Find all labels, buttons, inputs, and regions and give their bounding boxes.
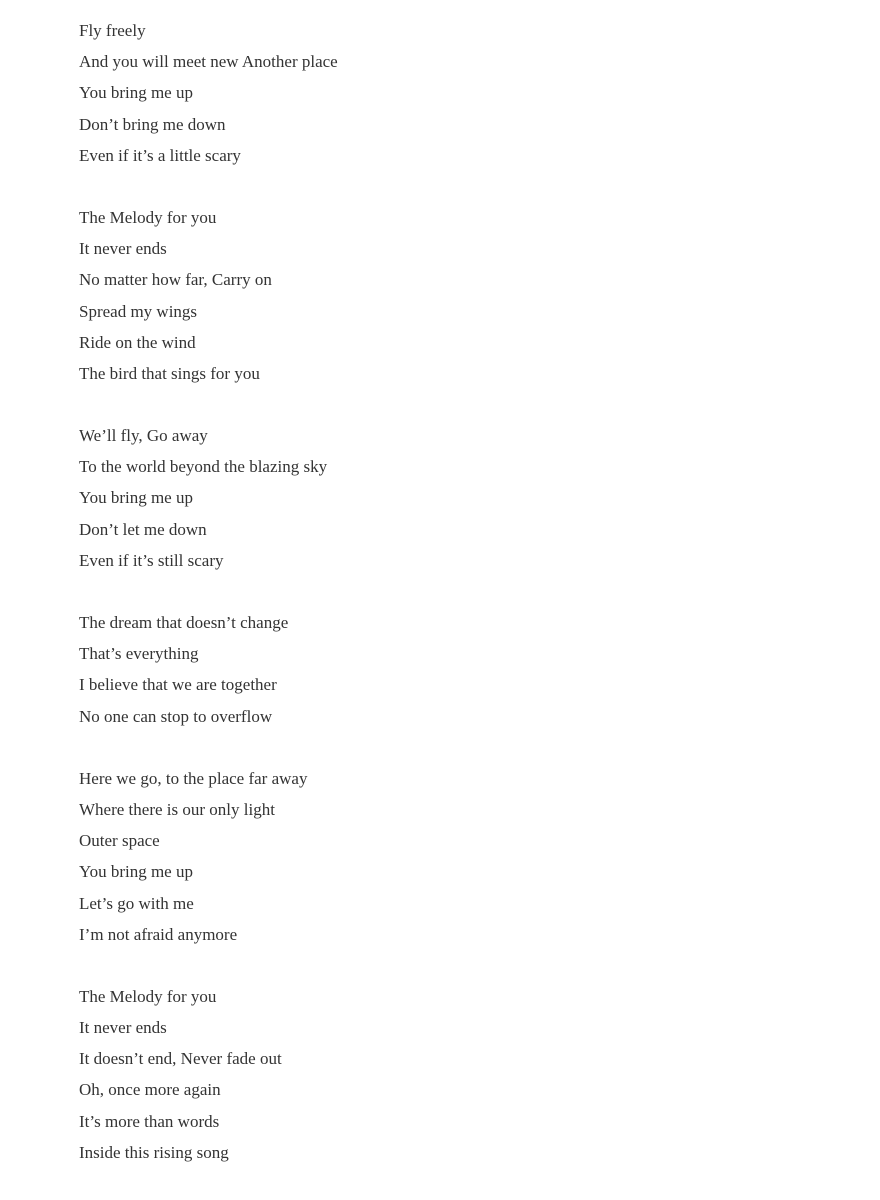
lyric-line: Spread my wings <box>79 301 198 321</box>
lyric-line: I believe that we are together <box>79 675 277 695</box>
stanza <box>79 202 859 389</box>
stanza <box>79 763 859 950</box>
lyric-line: The dream that doesn’t change <box>79 613 289 632</box>
lyric-line: Don’t bring me down <box>79 114 226 134</box>
lyric-line: The bird that sings for you <box>79 363 260 383</box>
stanza <box>79 15 859 171</box>
lyric-line: Don’t let me down <box>79 519 207 539</box>
lyric-line: And you will meet new Another place <box>79 52 338 72</box>
lyric-line: I’m not afraid anymore <box>79 924 238 944</box>
stanza <box>79 607 859 732</box>
stanza <box>79 981 859 1168</box>
lyric-line: No matter how far, Carry on <box>79 270 272 290</box>
lyric-line: To the world beyond the blazing sky <box>79 457 328 477</box>
lyric-line: It’s more than words <box>79 1111 220 1131</box>
lyric-line: Inside this rising song <box>79 1142 229 1162</box>
lyric-line: The Melody for you <box>79 986 217 1006</box>
lyric-line: No one can stop to overflow <box>79 706 273 726</box>
lyric-line: You bring me up <box>79 488 193 508</box>
lyric-line: Oh, once more again <box>79 1080 221 1100</box>
lyric-line: Ride on the wind <box>79 332 196 352</box>
lyric-line: We’ll fly, Go away <box>79 426 208 446</box>
lyric-line: That’s everything <box>79 644 199 664</box>
lyric-line: Fly freely <box>79 21 146 40</box>
lyric-line: Even if it’s still scary <box>79 550 224 570</box>
lyric-line: It doesn’t end, Never fade out <box>79 1049 282 1069</box>
lyric-line: Let’s go with me <box>79 893 194 913</box>
lyric-line: It never ends <box>79 239 167 259</box>
lyric-line: Outer space <box>79 831 160 851</box>
lyrics-document <box>79 15 859 1168</box>
lyric-line: Even if it’s a little scary <box>79 145 241 165</box>
lyric-line: The Melody for you <box>79 207 217 227</box>
lyric-line: You bring me up <box>79 83 193 103</box>
lyric-line: You bring me up <box>79 862 193 882</box>
stanza <box>79 420 859 576</box>
lyric-line: It never ends <box>79 1018 167 1038</box>
lyric-line: Where there is our only light <box>79 799 275 819</box>
lyric-line: Here we go, to the place far away <box>79 768 308 788</box>
